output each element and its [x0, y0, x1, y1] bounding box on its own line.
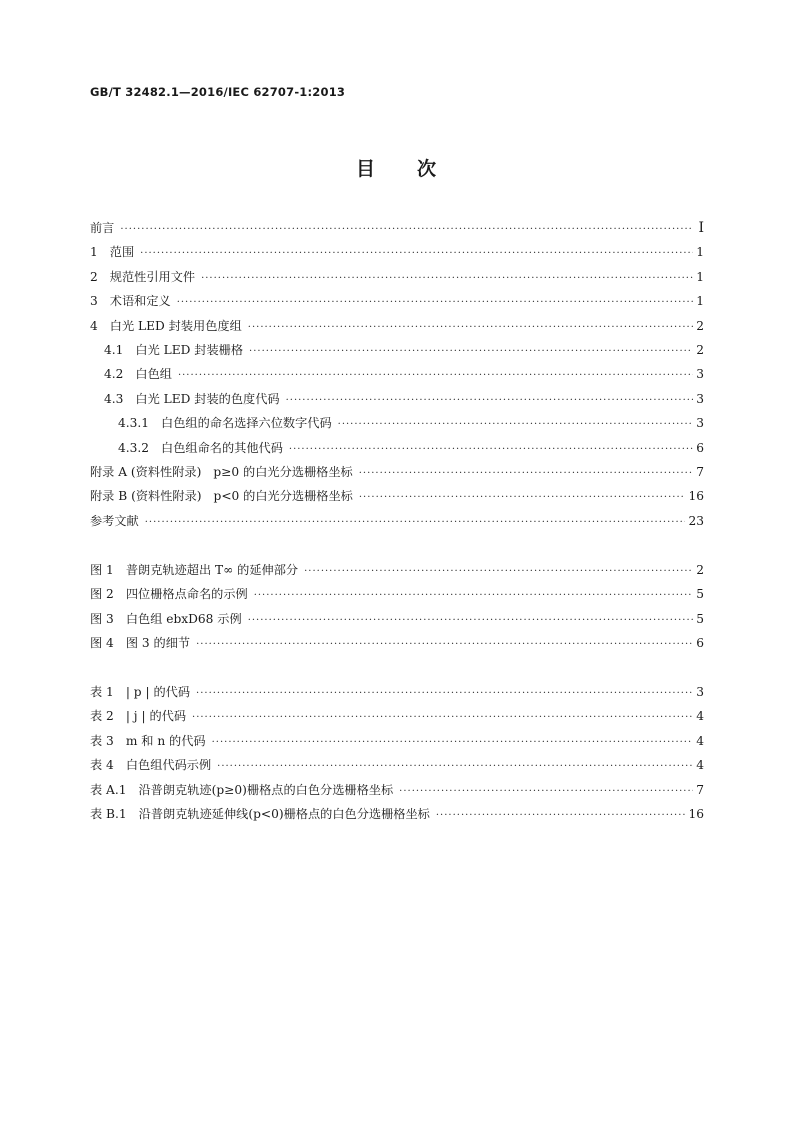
toc-page-number: 1 — [696, 269, 704, 284]
toc-entry-title: p≥0 的白光分选栅格坐标 — [213, 464, 353, 479]
toc-entry-number: 表 4 — [90, 758, 114, 773]
figure-list-entry[interactable] — [90, 607, 704, 631]
toc-entry-title: 白光 LED 封装用色度组 — [109, 318, 242, 333]
toc-entry-number: 1 — [90, 245, 98, 260]
toc-entry-number: 2 — [90, 269, 98, 284]
toc-entry[interactable] — [90, 436, 704, 460]
toc-entry-title: 四位栅格点命名的示例 — [125, 587, 248, 602]
toc-entry[interactable] — [90, 460, 704, 484]
table-list-entry[interactable] — [90, 778, 704, 802]
toc-entry-title: 参考文献 — [90, 513, 139, 528]
toc-leader-dots — [436, 804, 686, 828]
toc-leader-dots — [248, 316, 693, 340]
toc-entry-title: 普朗克轨迹超出 T∞ 的延伸部分 — [125, 563, 299, 577]
toc-leader-dots — [201, 267, 693, 291]
toc-page-number: 16 — [688, 489, 704, 504]
toc-entry-number: 表 3 — [90, 733, 114, 748]
toc-leader-dots — [359, 462, 693, 486]
toc-entry-number: 图 2 — [90, 587, 114, 602]
toc-leader-dots — [399, 780, 693, 804]
toc-page-number: 4 — [696, 709, 704, 724]
toc-entry[interactable] — [90, 216, 704, 240]
toc-title-left: 目 — [355, 158, 377, 180]
toc-entry[interactable] — [90, 289, 704, 313]
toc-entry-number: 表 2 — [90, 709, 114, 724]
table-list-entry[interactable] — [90, 753, 704, 777]
toc-leader-dots — [289, 438, 693, 462]
toc-entry-number: 4.3.2 — [118, 440, 150, 455]
toc-leader-dots — [196, 682, 693, 706]
toc-leader-dots — [177, 291, 693, 315]
toc-entry-title: 白光 LED 封装栅格 — [135, 342, 244, 357]
toc-title-right: 次 — [417, 158, 439, 180]
toc-entry-number: 表 1 — [90, 685, 114, 699]
figure-list-entry[interactable] — [90, 631, 704, 655]
toc-entry-title: 前言 — [90, 221, 115, 235]
toc-entry[interactable] — [90, 509, 704, 533]
toc-page-number: 5 — [696, 587, 704, 602]
toc-entry-title: 图 3 的细节 — [125, 636, 191, 651]
toc-page-number: 5 — [696, 611, 704, 626]
toc-page-number: 2 — [696, 318, 704, 333]
toc-leader-dots — [217, 755, 693, 779]
toc-entry-title: 规范性引用文件 — [109, 269, 196, 284]
toc-entry-title: | p | 的代码 — [125, 685, 191, 699]
toc-entry[interactable] — [90, 484, 704, 508]
toc-entry-number: 附录 B (资料性附录) — [90, 489, 202, 504]
toc-page-number: 2 — [696, 563, 704, 577]
toc-entry[interactable] — [90, 314, 704, 338]
table-list-entry[interactable] — [90, 704, 704, 728]
toc-leader-dots — [120, 218, 693, 242]
toc-page-number: 1 — [696, 245, 704, 260]
toc-entry-title: 白色组 — [135, 367, 172, 382]
toc-leader-dots — [178, 364, 693, 388]
toc-page-number: 4 — [696, 758, 704, 773]
toc-entry[interactable] — [90, 265, 704, 289]
toc-page-number: 6 — [696, 636, 704, 651]
toc-entry[interactable] — [90, 362, 704, 386]
table-list-entry[interactable] — [90, 802, 704, 826]
figure-list-entry[interactable] — [90, 582, 704, 606]
toc-entry-number: 图 4 — [90, 636, 114, 651]
toc-entry-title: 术语和定义 — [109, 294, 171, 309]
toc-leader-dots — [304, 560, 693, 584]
toc-entry-title: 白色组的命名选择六位数字代码 — [161, 416, 332, 431]
toc-entry-title: p<0 的白光分选栅格坐标 — [213, 489, 353, 504]
toc-leader-dots — [192, 706, 693, 730]
toc-entry-number: 表 B.1 — [90, 806, 127, 821]
toc-entry-number: 附录 A (资料性附录) — [90, 464, 202, 479]
toc-entry-title: m 和 n 的代码 — [125, 733, 206, 748]
standard-code: GB/T 32482.1—2016/IEC 62707-1:2013 — [90, 85, 346, 99]
toc-page-number: 16 — [688, 806, 704, 821]
toc-entry-title: 沿普朗克轨迹(p≥0)栅格点的白色分选栅格坐标 — [138, 782, 394, 797]
toc-title — [0, 154, 794, 181]
toc-entry-number: 4.2 — [104, 367, 124, 382]
toc-entry-title: 白光 LED 封装的色度代码 — [135, 391, 280, 406]
toc-page-number: 2 — [696, 342, 704, 357]
toc-leader-dots — [254, 584, 693, 608]
toc-leader-dots — [145, 511, 686, 535]
toc-leader-dots — [196, 633, 693, 657]
toc-leader-dots — [249, 340, 693, 364]
toc-entry[interactable] — [90, 338, 704, 362]
toc-leader-dots — [338, 413, 693, 437]
toc-entry-title: 白色组代码示例 — [125, 758, 212, 773]
toc-entry-number: 4.3 — [104, 391, 124, 406]
toc-leader-dots — [140, 242, 693, 266]
toc-entry-title: 沿普朗克轨迹延伸线(p<0)栅格点的白色分选栅格坐标 — [138, 806, 430, 821]
toc-leader-dots — [359, 486, 686, 510]
toc-entry-number: 4.3.1 — [118, 416, 150, 431]
toc-entry[interactable] — [90, 411, 704, 435]
table-list-entry[interactable] — [90, 729, 704, 753]
toc-leader-dots — [212, 731, 693, 755]
toc-page-number: 3 — [696, 685, 704, 699]
toc-entry-title: | j | 的代码 — [125, 709, 187, 724]
toc-page-number: 4 — [696, 733, 704, 748]
toc-contents — [90, 216, 704, 533]
toc-leader-dots — [248, 609, 693, 633]
toc-figures — [90, 558, 704, 656]
toc-tables — [90, 680, 704, 826]
toc-page-number: 3 — [696, 367, 704, 382]
toc-entry-number: 图 1 — [90, 563, 114, 577]
toc-page-number: 1 — [696, 294, 704, 309]
toc-entry-number: 表 A.1 — [90, 782, 127, 797]
toc-page-number: 3 — [696, 391, 704, 406]
toc-entry-number: 3 — [90, 294, 98, 309]
toc-page-number: Ⅰ — [698, 220, 704, 236]
toc-leader-dots — [286, 389, 693, 413]
toc-entry-title: 白色组 ebxD68 示例 — [125, 611, 242, 626]
toc-entry-title: 白色组命名的其他代码 — [161, 440, 283, 455]
toc-page-number: 3 — [696, 416, 704, 431]
toc-page-number: 6 — [696, 440, 704, 455]
figure-list-entry[interactable] — [90, 558, 704, 582]
toc-entry-number: 4 — [90, 318, 98, 333]
table-list-entry[interactable] — [90, 680, 704, 704]
toc-entry-number: 图 3 — [90, 611, 114, 626]
toc-page-number: 23 — [688, 513, 704, 528]
toc-page-number: 7 — [696, 464, 704, 479]
toc-entry-title: 范围 — [109, 245, 135, 260]
toc-entry[interactable] — [90, 240, 704, 264]
toc-entry[interactable] — [90, 387, 704, 411]
toc-page-number: 7 — [696, 782, 704, 797]
toc-entry-number: 4.1 — [104, 342, 124, 357]
